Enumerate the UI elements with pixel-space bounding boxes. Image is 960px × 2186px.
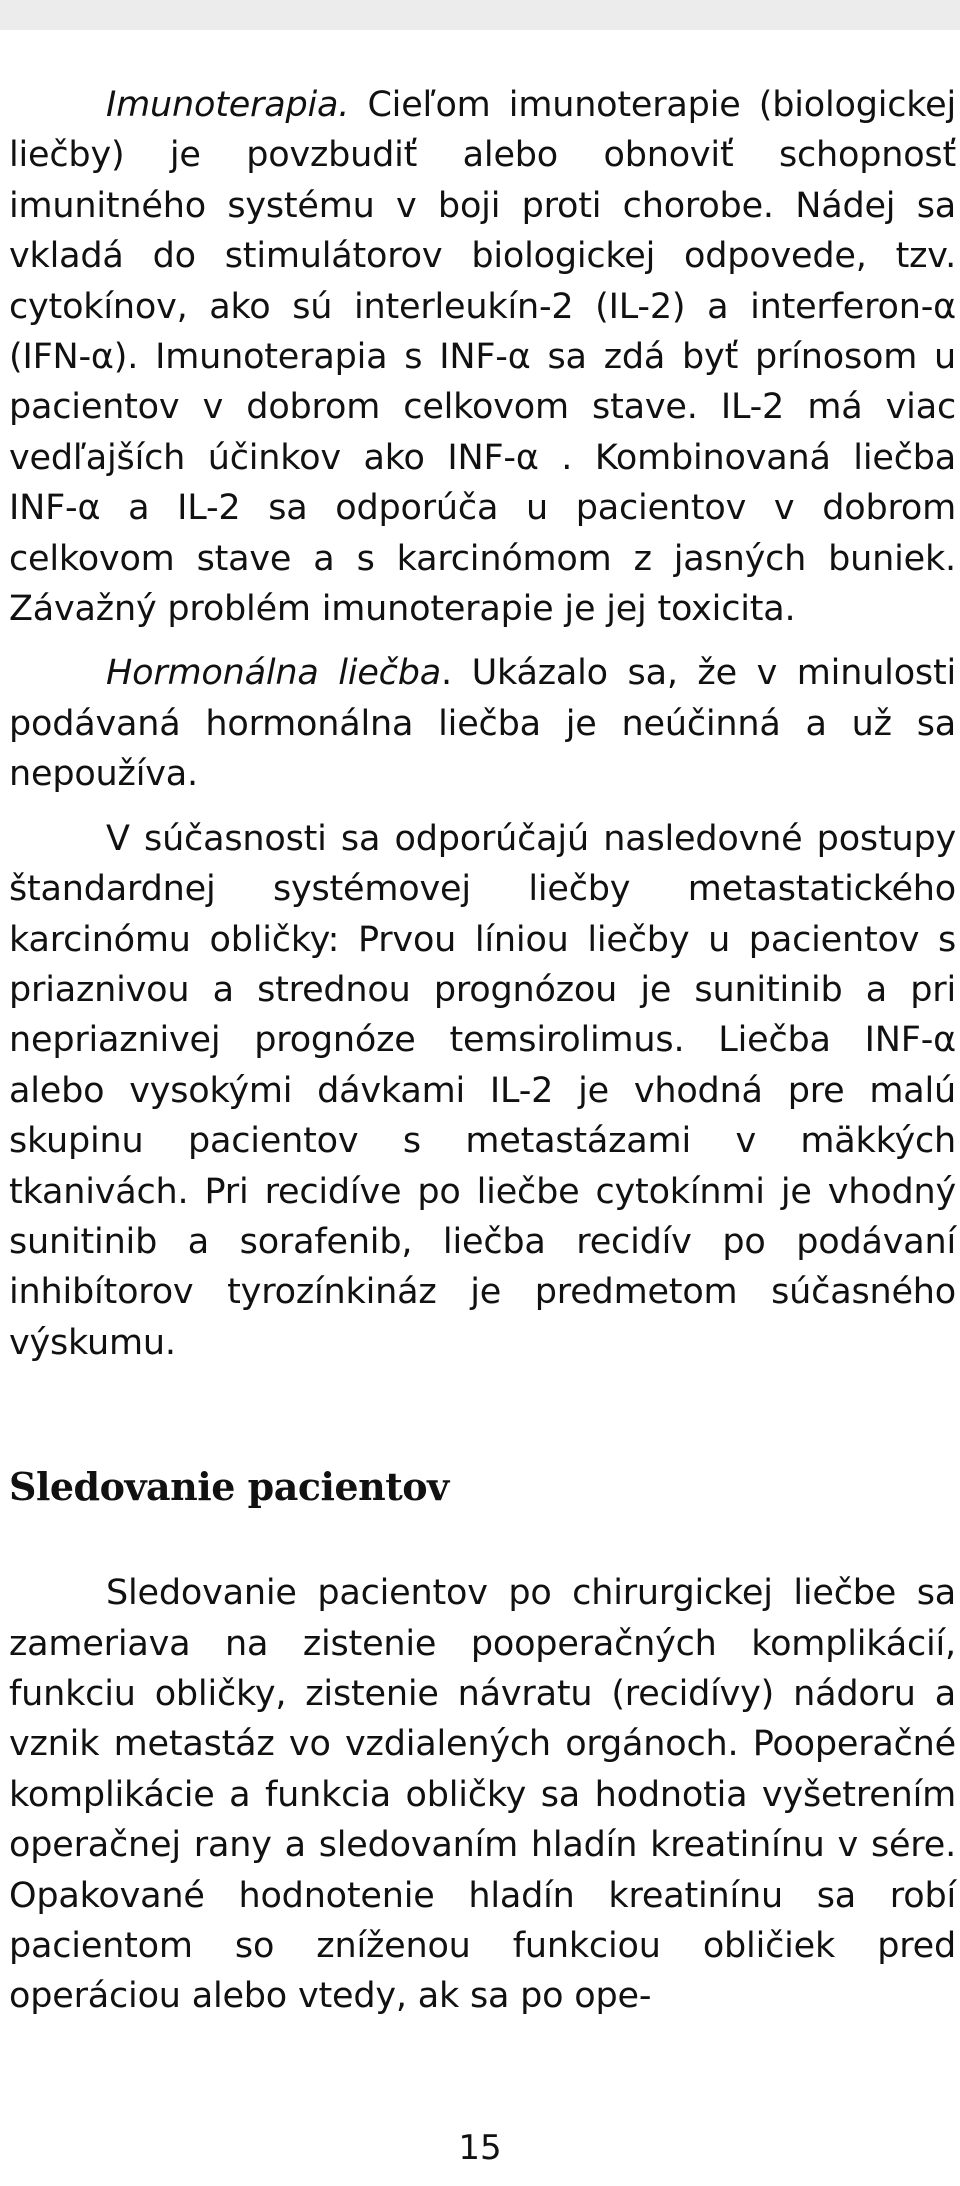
paragraph-follow-up: Sledovanie pacientov po chirurgickej liečbe sa zameriava na zistenie pooperačných komplikácií, funkciu obličky, zistenie návratu (recidívy) nádoru a vznik metastáz vo vzdialených orgánoch. Pooperačné komplikácie a funkcia obličky sa hodnotia vyšetrením operačnej rany a sledovaním hladín kreatinínu v sére. Opakované hodnotenie hladín kreatinínu sa robí pacientom so zníženou funkciou obličiek pred operáciou alebo vtedy, ak sa po ope- [9, 1573, 956, 2017]
paragraph-current-treatment: V súčasnosti sa odporúčajú nasledovné postupy štandardnej systémovej liečby metastatického karcinómu obličky: Prvou líniou liečby u pacientov s priaznivou a strednou prognózou je sunitinib a pri nepriaznivej prognóze temsirolimus. Liečba INF-α alebo vysokými dávkami IL-2 je vhodná pre malú skupinu pacientov s metastázami v mäkkých tkanivách. Pri recidíve po liečbe cytokínmi je vhodný sunitinib a sorafenib, liečba recidív po podávaní inhibítorov tyrozínkináz je predmetom súčasného výskumu. [9, 818, 956, 1363]
paragraph-text-hormonal: . Ukázalo sa, že v minulosti podávaná hormonálna liečba je neúčinná a už sa nepoužíva. [9, 653, 956, 795]
section-heading: Sledovanie pacientov [9, 1464, 449, 1510]
document-page [9, 80, 956, 2022]
paragraph-lead-hormonal: Hormonálna liečba [106, 653, 441, 694]
paragraph-immunotherapy [9, 80, 956, 634]
paragraph-lead-immunotherapy: Imunoterapia. [106, 85, 350, 125]
top-bar [0, 0, 960, 30]
paragraph-text-immunotherapy: Cieľom imunoterapie (biologickej liečby) je povzbudiť alebo obnoviť schopnosť imunitného systému v boji proti chorobe. Nádej sa vkladá do stimulátorov biologickej odpovede, tzv. cytokínov, ako sú interleukín-2 (IL-2) a interferon-α (IFN-α). Imunoterapia s INF-α sa zdá byť prínosom u pacientov v dobrom celkovom stave. IL-2 má viac vedľajších účinkov ako INF-α . Kombinovaná liečba INF-α a IL-2 sa odporúča u pacientov v dobrom celkovom stave a s karcinómom z jasných buniek. Závažný problém imunoterapie je jej toxicita. [9, 85, 956, 630]
paragraph-hormonal [9, 648, 956, 799]
page-number: 15 [458, 2128, 502, 2168]
